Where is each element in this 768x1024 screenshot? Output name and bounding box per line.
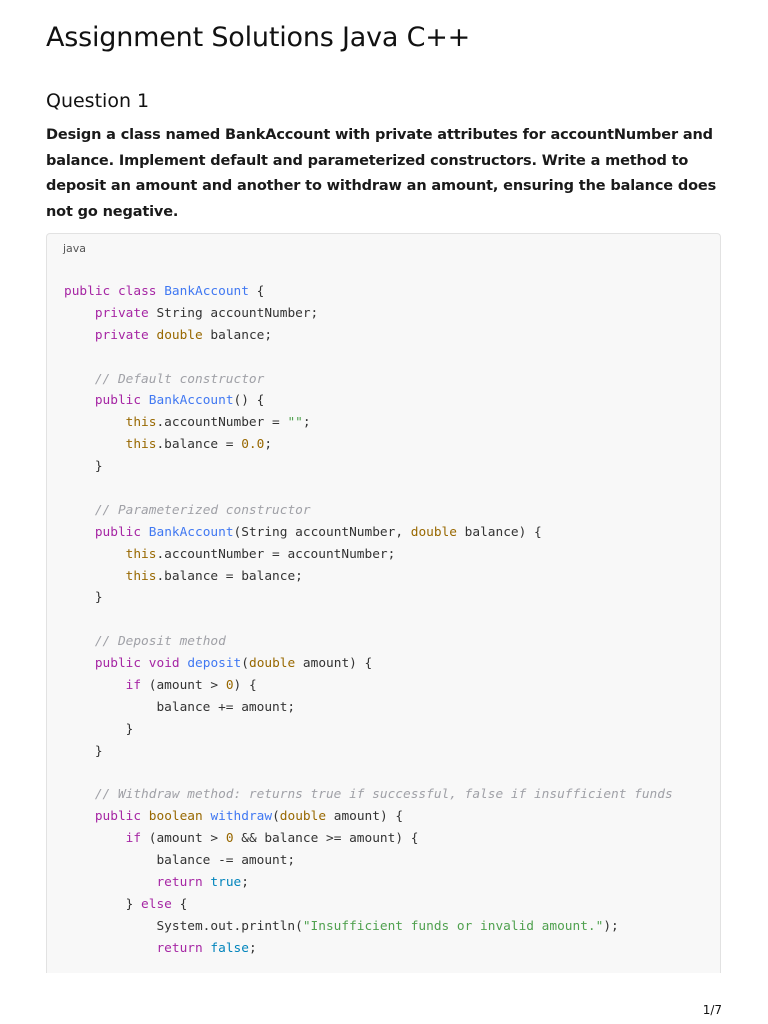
code-line	[64, 412, 673, 434]
code-token-plain: .balance = balance;	[156, 568, 303, 584]
code-line	[64, 369, 673, 391]
code-line	[64, 784, 673, 806]
code-line	[64, 938, 673, 960]
code-line	[64, 500, 673, 522]
code-token-plain: {	[171, 896, 188, 912]
code-token-plain: );	[603, 918, 619, 934]
code-line	[64, 872, 673, 894]
code-token-plain: ) {	[233, 678, 257, 694]
code-token-plain: }	[64, 721, 134, 737]
code-token-keyword: if	[125, 831, 142, 847]
code-token-func: BankAccount	[148, 393, 234, 409]
code-language-label: java	[63, 242, 87, 255]
code-token-plain: () {	[233, 393, 265, 409]
code-line	[64, 522, 673, 544]
code-token-keyword: private	[94, 327, 149, 343]
page-number: 1/7	[702, 1003, 722, 1017]
code-token-type: this	[125, 415, 157, 431]
code-token-plain: ;	[241, 875, 249, 891]
code-token-string: "Insufficient funds or invalid amount."	[302, 918, 604, 934]
code-line	[64, 478, 673, 500]
code-token-comment: // Parameterized constructor	[94, 502, 311, 518]
code-token-number: 0	[225, 831, 234, 847]
code-token-plain	[64, 415, 126, 430]
code-line	[64, 653, 673, 675]
code-token-string: ""	[287, 415, 303, 431]
code-line	[64, 544, 673, 566]
code-token-plain: (amount >	[141, 678, 226, 694]
code-token-plain	[64, 634, 95, 649]
code-token-func: withdraw	[210, 809, 273, 825]
code-line	[64, 456, 673, 478]
code-line	[64, 675, 673, 697]
code-token-keyword: private	[94, 305, 149, 321]
code-line	[64, 434, 673, 456]
code-token-plain	[64, 875, 156, 890]
code-content	[64, 281, 673, 960]
code-block	[46, 233, 721, 973]
code-token-keyword: else	[141, 896, 172, 912]
code-token-plain	[64, 503, 95, 518]
code-token-type: double	[248, 656, 296, 672]
document-title: Assignment Solutions Java C++	[46, 22, 471, 53]
code-token-plain: }	[64, 743, 103, 759]
code-token-plain	[141, 525, 149, 540]
code-token-keyword: class	[117, 284, 157, 299]
code-token-func: BankAccount	[148, 524, 234, 540]
code-token-plain	[64, 569, 126, 584]
code-token-plain: amount) {	[295, 656, 373, 672]
code-line	[64, 850, 673, 872]
code-token-keyword: return	[156, 940, 203, 956]
code-token-plain: balance -= amount;	[64, 853, 296, 869]
code-token-plain	[64, 547, 126, 562]
code-line	[64, 303, 673, 325]
code-token-plain: (amount >	[141, 831, 226, 847]
code-token-comment: // Withdraw method: returns true if successful, false if insufficient funds	[94, 787, 673, 803]
code-token-type: this	[125, 568, 157, 584]
code-token-plain	[64, 941, 156, 956]
code-token-plain: ;	[248, 940, 257, 956]
code-line	[64, 609, 673, 631]
question-text: Design a class named BankAccount with private attributes for accountNumber and balance. Implement default and parameterized constructors. Write a method to deposit an amount and another to withdraw an amount, ensuring the balance does not go negative.	[46, 127, 717, 220]
code-token-plain	[64, 393, 95, 408]
code-token-plain: ;	[302, 415, 311, 431]
code-line	[64, 741, 673, 763]
code-token-plain	[64, 787, 95, 802]
code-token-plain	[64, 831, 126, 846]
code-token-plain	[141, 393, 149, 408]
code-token-plain: (	[241, 656, 249, 672]
code-token-keyword: public	[94, 656, 142, 672]
code-token-plain	[64, 656, 95, 671]
code-token-plain	[64, 525, 95, 540]
code-token-plain: amount) {	[326, 809, 404, 825]
code-token-plain: String accountNumber;	[148, 305, 319, 321]
code-line	[64, 719, 673, 741]
code-token-number: 0.0	[241, 437, 265, 453]
code-token-plain	[64, 437, 126, 452]
code-token-plain	[64, 328, 95, 343]
code-token-plain: }	[64, 896, 142, 912]
code-token-plain: }	[64, 590, 103, 606]
code-token-comment: // Deposit method	[94, 634, 226, 650]
code-line	[64, 390, 673, 412]
code-token-plain: .accountNumber =	[156, 415, 288, 431]
code-token-literal: false	[210, 940, 249, 956]
code-token-type: double	[410, 524, 457, 540]
code-token-func: BankAccount	[164, 284, 249, 299]
code-line	[64, 916, 673, 938]
code-line	[64, 894, 673, 916]
code-token-func: deposit	[187, 656, 242, 672]
question-heading: Question 1	[46, 90, 150, 112]
code-token-plain: balance) {	[456, 524, 542, 540]
code-token-type: boolean	[148, 809, 203, 825]
code-token-type: double	[156, 327, 203, 343]
code-token-number: 0	[225, 678, 234, 694]
code-token-plain: .accountNumber = accountNumber;	[156, 546, 396, 562]
code-token-plain: balance += amount;	[64, 699, 296, 715]
code-token-plain: balance;	[202, 327, 273, 343]
code-line	[64, 325, 673, 347]
code-token-literal: true	[210, 875, 242, 891]
code-token-plain: }	[64, 459, 103, 475]
code-token-plain	[110, 284, 118, 299]
code-token-keyword: void	[148, 656, 180, 672]
code-line	[64, 347, 673, 369]
code-token-keyword: public	[94, 524, 142, 540]
code-token-plain: (String accountNumber,	[233, 524, 411, 540]
code-token-plain	[64, 678, 126, 693]
code-line	[64, 806, 673, 828]
code-token-plain: ;	[264, 437, 273, 453]
code-token-plain: && balance >= amount) {	[233, 831, 419, 847]
code-line	[64, 631, 673, 653]
code-line	[64, 828, 673, 850]
code-token-plain: .balance =	[156, 437, 242, 453]
code-token-keyword: public	[94, 809, 142, 825]
code-token-keyword: return	[156, 875, 203, 891]
code-token-keyword: if	[125, 678, 142, 694]
code-token-plain	[64, 809, 95, 824]
code-line	[64, 587, 673, 609]
code-token-comment: // Default constructor	[94, 371, 265, 387]
code-token-plain	[141, 656, 149, 671]
code-line	[64, 281, 673, 303]
code-token-plain	[64, 372, 95, 387]
code-token-keyword: public	[64, 284, 111, 299]
code-token-type: this	[125, 546, 157, 562]
code-token-plain: (	[272, 809, 280, 825]
code-token-keyword: public	[94, 393, 142, 409]
code-token-plain: System.out.println(	[64, 918, 303, 934]
code-line	[64, 697, 673, 719]
code-token-type: double	[279, 809, 327, 825]
code-token-type: this	[125, 437, 157, 453]
code-token-plain	[64, 306, 95, 321]
code-line	[64, 566, 673, 588]
code-token-plain	[141, 809, 149, 824]
code-line	[64, 763, 673, 785]
code-token-plain: {	[248, 284, 265, 299]
